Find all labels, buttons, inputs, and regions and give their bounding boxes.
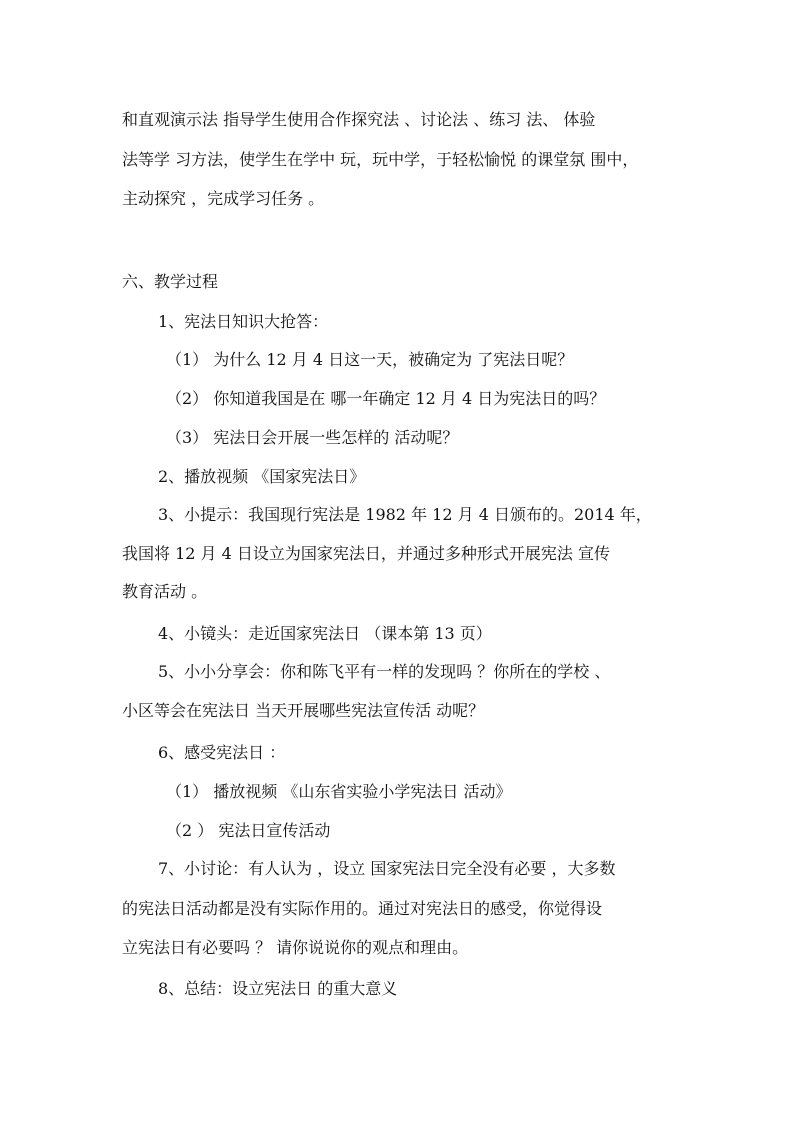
sub-list-item: （2） 你知道我国是在 哪一年确定 12 月 4 日为宪法日的吗？ xyxy=(166,389,606,408)
list-item: 4、小镜头：走近国家宪法日 （课本第 13 页） xyxy=(158,624,492,643)
list-item: 1、宪法日知识大抢答： xyxy=(158,312,329,331)
list-item: 6、感受宪法日 ： xyxy=(158,743,286,762)
paragraph-line: 和直观演示法 指导学生使用合作探究法 、讨论法 、练习 法、 体验 xyxy=(122,110,596,129)
paragraph-line: 的宪法日活动都是没有实际作用的。通过对宪法日的感受，你觉得设 xyxy=(122,899,603,918)
sub-list-item: （3） 宪法日会开展一些怎样的 活动呢？ xyxy=(166,428,459,447)
list-item: 7、小讨论：有人认为 ，设立 国家宪法日完全没有必要 ，大多数 xyxy=(158,859,616,878)
list-item: 3、小提示：我国现行宪法是 1982 年 12 月 4 日颁布的。2014 年， xyxy=(158,505,652,524)
sub-list-item: （1） 播放视频 《山东省实验小学宪法日 活动》 xyxy=(166,782,512,801)
list-item: 5、小小分享会：你和陈飞平有一样的发现吗 ？你所在的学校 、 xyxy=(158,662,611,681)
paragraph-line: 立宪法日有必要吗 ？ 请你说说你的观点和理由。 xyxy=(122,938,469,957)
paragraph-line: 主动探究 ，完成学习任务 。 xyxy=(122,189,325,208)
list-item: 2、播放视频 《国家宪法日》 xyxy=(158,467,366,486)
list-item: 8、总结：设立宪法日 的重大意义 xyxy=(158,979,398,998)
sub-list-item: （2 ） 宪法日宣传活动 xyxy=(166,821,331,840)
paragraph-line: 我国将 12 月 4 日设立为国家宪法日，并通过多种形式开展宪法 宣传 xyxy=(122,544,610,563)
paragraph-line: 法等学 习方法，使学生在学中 玩，玩中学，于轻松愉悦 的课堂氛 围中， xyxy=(122,150,639,169)
paragraph-line: 教育活动 。 xyxy=(122,582,208,601)
paragraph-line: 小区等会在宪法日 当天开展哪些宪法宣传活 动呢？ xyxy=(122,701,485,720)
sub-list-item: （1） 为什么 12 月 4 日这一天，被确定为 了宪法日呢？ xyxy=(166,350,574,369)
section-heading: 六、教学过程 xyxy=(122,272,219,291)
